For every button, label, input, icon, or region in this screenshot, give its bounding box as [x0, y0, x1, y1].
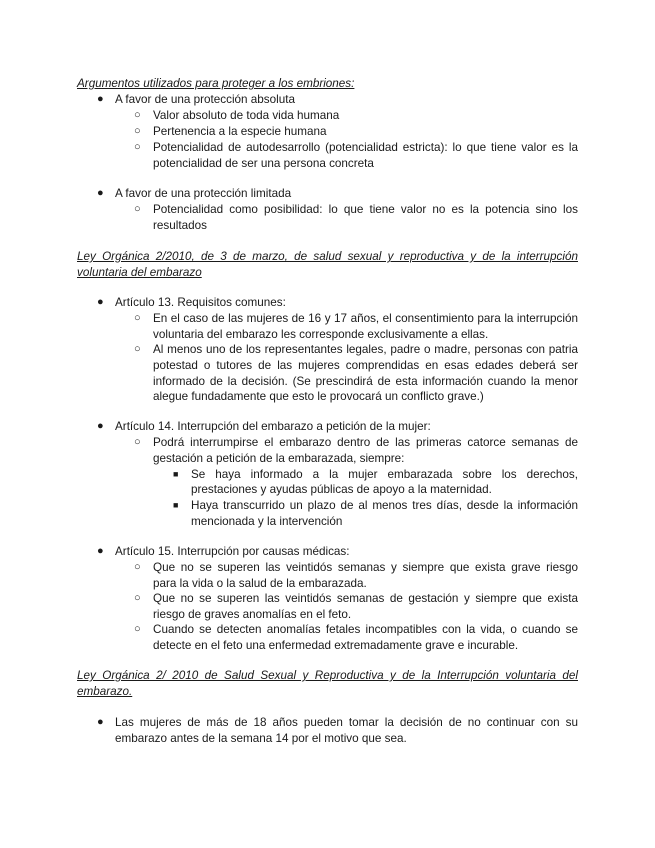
- list-item: Las mujeres de más de 18 años pueden tomar la decisión de no continuar con su: [115, 716, 578, 729]
- article-13-label: Artículo 13. Requisitos comunes:: [115, 296, 286, 309]
- list-item-continuation: voluntaria del embarazo les corresponde exclusivamente a ellas.: [153, 328, 489, 341]
- list-item: Cuando se detecten anomalías fetales incompatibles con la vida, o cuando se: [153, 623, 578, 636]
- bullet-level1: ●: [97, 716, 104, 728]
- list-item-continuation: prestaciones y ayudas públicas de apoyo a la maternidad.: [191, 483, 492, 496]
- bullet-level2: ○: [134, 125, 141, 137]
- bullet-level2: ○: [134, 141, 141, 153]
- list-item: Se haya informado a la mujer embarazada sobre los derechos,: [191, 468, 578, 481]
- list-item-continuation: embarazo antes de la semana 14 por el motivo que sea.: [115, 732, 407, 745]
- bullet-level2: ○: [134, 109, 141, 121]
- section3-heading-continuation: embarazo.: [77, 685, 133, 698]
- list-item-continuation: gestación a petición de la embarazada, siempre:: [153, 452, 405, 465]
- list-item-continuation: alegue fundadamente que esto le provocará un conflicto grave.): [153, 390, 484, 403]
- section1-heading: Argumentos utilizados para proteger a los embriones:: [77, 77, 355, 90]
- bullet-level2: ○: [134, 436, 141, 448]
- bullet-level3: ■: [173, 500, 179, 510]
- list-item: A favor de una protección limitada: [115, 187, 292, 200]
- bullet-level2: ○: [134, 203, 141, 215]
- list-item: Valor absoluto de toda vida humana: [153, 109, 340, 122]
- article-15-label: Artículo 15. Interrupción por causas médicas:: [115, 545, 350, 558]
- bullet-level2: ○: [134, 343, 141, 355]
- list-item: Al menos uno de los representantes legales, padre o madre, personas con patria: [153, 343, 578, 356]
- list-item: Haya transcurrido un plazo de al menos tres días, desde la información: [191, 499, 578, 512]
- bullet-level2: ○: [134, 592, 141, 604]
- list-item: Que no se superen las veintidós semanas y siempre que exista grave riesgo: [153, 561, 578, 574]
- list-item: Pertenencia a la especie humana: [153, 125, 327, 138]
- bullet-level2: ○: [134, 623, 141, 635]
- bullet-level2: ○: [134, 312, 141, 324]
- bullet-level1: ●: [97, 545, 104, 557]
- bullet-level2: ○: [134, 561, 141, 573]
- list-item-continuation: potestad o tutores de las mujeres comprendidas en esas edades deberá ser: [153, 359, 578, 372]
- bullet-level1: ●: [97, 187, 104, 199]
- section3-heading: Ley Orgánica 2/ 2010 de Salud Sexual y Reproductiva y de la Interrupción voluntaria del: [77, 669, 578, 682]
- list-item: En el caso de las mujeres de 16 y 17 años, el consentimiento para la interrupción: [153, 312, 578, 325]
- section2-heading-continuation: voluntaria del embarazo: [77, 266, 202, 279]
- list-item-continuation: detecte en el feto una enfermedad extremadamente grave e incurable.: [153, 639, 519, 652]
- list-item-continuation: mencionada y la intervención: [191, 515, 343, 528]
- list-item-continuation: para la vida o la salud de la embarazada.: [153, 577, 367, 590]
- list-item-continuation: informado de la decisión. (Se prescindirá de esta información cuando la menor: [153, 375, 578, 388]
- list-item-continuation: riesgo de graves anomalías en el feto.: [153, 608, 352, 621]
- bullet-level1: ●: [97, 420, 104, 432]
- bullet-level3: ■: [173, 469, 179, 479]
- bullet-level1: ●: [97, 296, 104, 308]
- list-item: Que no se superen las veintidós semanas de gestación y siempre que exista: [153, 592, 578, 605]
- list-item: Potencialidad como posibilidad: lo que tiene valor no es la potencia sino los: [153, 203, 578, 216]
- article-14-label: Artículo 14. Interrupción del embarazo a petición de la mujer:: [115, 420, 431, 433]
- list-item-continuation: potencialidad de ser una persona concreta: [153, 157, 374, 170]
- list-item: Potencialidad de autodesarrollo (potencialidad estricta): lo que tiene valor es la: [153, 141, 578, 154]
- bullet-level1: ●: [97, 93, 104, 105]
- list-item: Podrá interrumpirse el embarazo dentro de las primeras catorce semanas de: [153, 436, 578, 449]
- section2-heading: Ley Orgánica 2/2010, de 3 de marzo, de salud sexual y reproductiva y de la interrupción: [77, 250, 578, 263]
- list-item: A favor de una protección absoluta: [115, 93, 295, 106]
- list-item-continuation: resultados: [153, 219, 207, 232]
